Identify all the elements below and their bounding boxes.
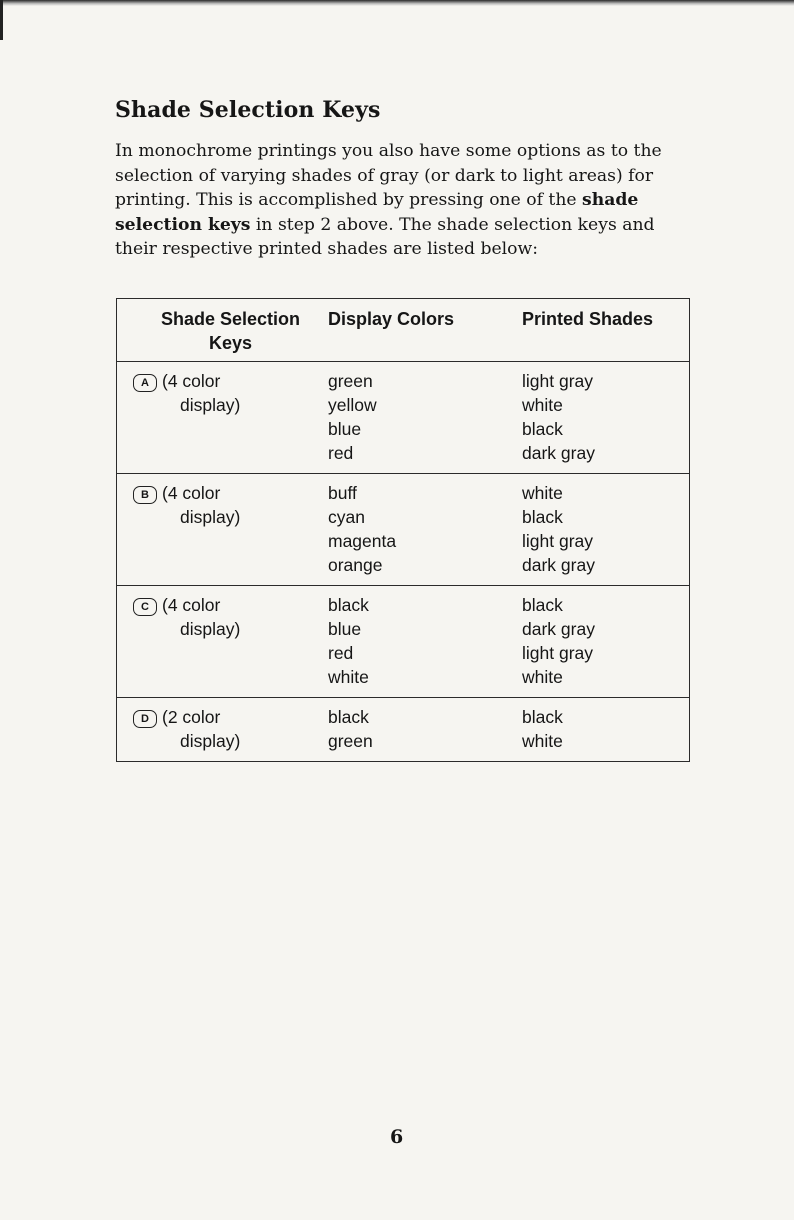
intro-text-1: In monochrome printings you also have some options as to the selection of varying shades of gray (or dark to light areas) for printing. This is accomplished by pressing one of the (115, 141, 662, 210)
printed-shade: white (522, 395, 563, 415)
shade-key-cell (117, 362, 329, 474)
key-description-line2: display) (180, 395, 241, 415)
display-color: red (328, 443, 354, 463)
display-color: blue (328, 619, 362, 639)
key-description (162, 481, 240, 529)
key-description-line2: display) (180, 507, 241, 527)
key-description-line1: (4 color (162, 483, 221, 503)
key-b-icon: B (133, 486, 157, 504)
display-color: orange (328, 555, 383, 575)
key-description-line1: (4 color (162, 595, 221, 615)
shade-key-cell (117, 698, 329, 762)
shade-key-cell (117, 586, 329, 698)
key-description-line1: (2 color (162, 707, 221, 727)
table-header-row (117, 299, 690, 362)
display-color: magenta (328, 531, 397, 551)
display-color: buff (328, 483, 357, 503)
display-color: black (328, 595, 369, 615)
intro-text-2: in step 2 above. The shade selection keys and their respective printed shades are listed below: (115, 214, 655, 259)
display-color: blue (328, 419, 362, 439)
intro-paragraph (115, 139, 685, 262)
key-description (162, 705, 240, 753)
key-a-icon: A (133, 374, 157, 392)
key-description (162, 369, 240, 417)
display-color: yellow (328, 395, 377, 415)
key-description-line2: display) (180, 619, 241, 639)
table-body (117, 362, 690, 762)
shade-key-cell (117, 474, 329, 586)
display-color: red (328, 643, 354, 663)
key-d-icon: D (133, 710, 157, 728)
printed-shade: dark gray (522, 443, 595, 463)
display-color: cyan (328, 507, 365, 527)
key-description-line2: display) (180, 731, 241, 751)
display-color: green (328, 371, 373, 391)
display-color: white (328, 667, 369, 687)
display-colors-cell (328, 698, 522, 762)
printed-shades-cell (522, 362, 690, 474)
printed-shades-cell (522, 474, 690, 586)
printed-shades-cell (522, 586, 690, 698)
printed-shade: black (522, 419, 563, 439)
printed-shade: light gray (522, 643, 594, 663)
printed-shade: dark gray (522, 619, 595, 639)
printed-shade: light gray (522, 371, 594, 391)
page-edge-mark (0, 0, 3, 40)
printed-shade: light gray (522, 531, 594, 551)
printed-shade: black (522, 707, 563, 727)
display-color: black (328, 707, 369, 727)
printed-shades-cell (522, 698, 690, 762)
printed-shade: white (522, 667, 563, 687)
header-display-colors: Display Colors (328, 299, 522, 362)
printed-shade: dark gray (522, 555, 595, 575)
shade-table (116, 298, 690, 762)
printed-shade: white (522, 731, 563, 751)
display-colors-cell (328, 474, 522, 586)
table-row (117, 586, 690, 698)
printed-shade: white (522, 483, 563, 503)
page-edge-shadow (0, 0, 794, 6)
printed-shade: black (522, 595, 563, 615)
display-color: green (328, 731, 373, 751)
printed-shade: black (522, 507, 563, 527)
display-colors-cell (328, 586, 522, 698)
page-number: 6 (390, 1126, 404, 1148)
header-printed-shades: Printed Shades (522, 299, 690, 362)
intro-bold-term: shade selection keys (115, 190, 639, 235)
key-description (162, 593, 240, 641)
table-row (117, 362, 690, 474)
header-keys-line2: Keys (208, 333, 253, 353)
header-shade-selection-keys (117, 299, 329, 362)
table-row (117, 474, 690, 586)
display-colors-cell (328, 362, 522, 474)
key-description-line1: (4 color (162, 371, 221, 391)
header-keys-line1: Shade Selection (160, 309, 301, 329)
section-heading: Shade Selection Keys (115, 97, 381, 123)
table-row (117, 698, 690, 762)
key-c-icon: C (133, 598, 157, 616)
